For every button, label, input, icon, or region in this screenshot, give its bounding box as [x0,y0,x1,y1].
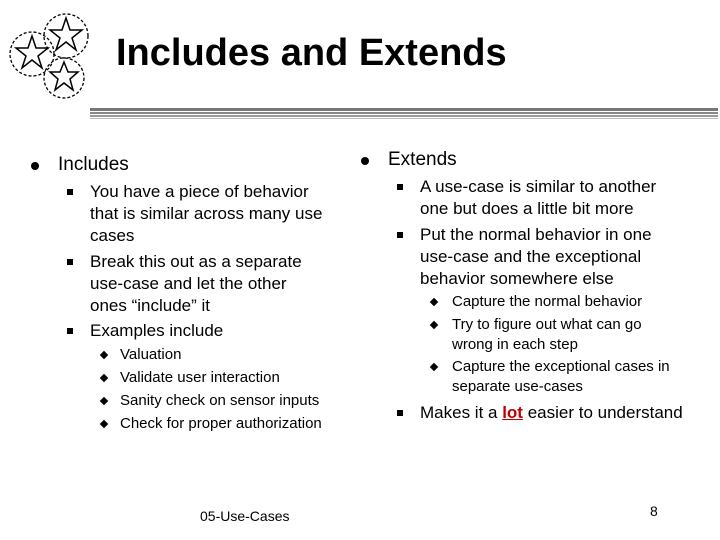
example-item: Validate user interaction [120,369,280,386]
example-item: Valuation [120,346,182,363]
square-bullet-icon [67,189,73,195]
slide-title: Includes and Extends [116,32,507,74]
diamond-bullet-icon [100,420,108,428]
diamond-bullet-icon [100,397,108,405]
diamond-bullet-icon [100,374,108,382]
square-bullet-icon [397,184,403,190]
diamond-bullet-icon [430,321,438,329]
includes-item-2: Break this out as a separate use-case and let the other ones “include” it [90,252,302,315]
includes-item-3: Examples include [90,321,224,340]
extends-item-2: Put the normal behavior in one use-case and the exceptional behavior somewhere else [420,225,652,288]
extends-subitem-1: Capture the normal behavior [452,293,643,310]
stars-logo-icon [2,6,98,102]
square-bullet-icon [397,232,403,238]
extends-item-1: A use-case is similar to another one but does a little bit more [420,177,657,218]
extends-heading: Extends [388,149,457,170]
title-divider [90,108,718,119]
extends-subitem-3: Capture the exceptional cases in separate use-cases [452,358,670,395]
diamond-bullet-icon [430,298,438,306]
square-bullet-icon [397,410,403,416]
square-bullet-icon [67,259,73,265]
footer-label: 05-Use-Cases [200,508,290,524]
circle-bullet-icon [361,157,369,165]
diamond-bullet-icon [430,363,438,371]
diamond-bullet-icon [100,351,108,359]
extends-item-3: Makes it a lot easier to understand [420,403,683,422]
square-bullet-icon [67,328,73,334]
includes-heading: Includes [58,154,129,175]
circle-bullet-icon [31,162,39,170]
example-item: Check for proper authorization [120,415,322,432]
page-number: 8 [650,503,658,519]
emphasis-text: lot [502,403,523,422]
example-item: Sanity check on sensor inputs [120,392,320,409]
includes-item-1: You have a piece of behavior that is similar across many use cases [90,182,323,245]
extends-subitem-2: Try to figure out what can go wrong in each step [452,316,642,353]
